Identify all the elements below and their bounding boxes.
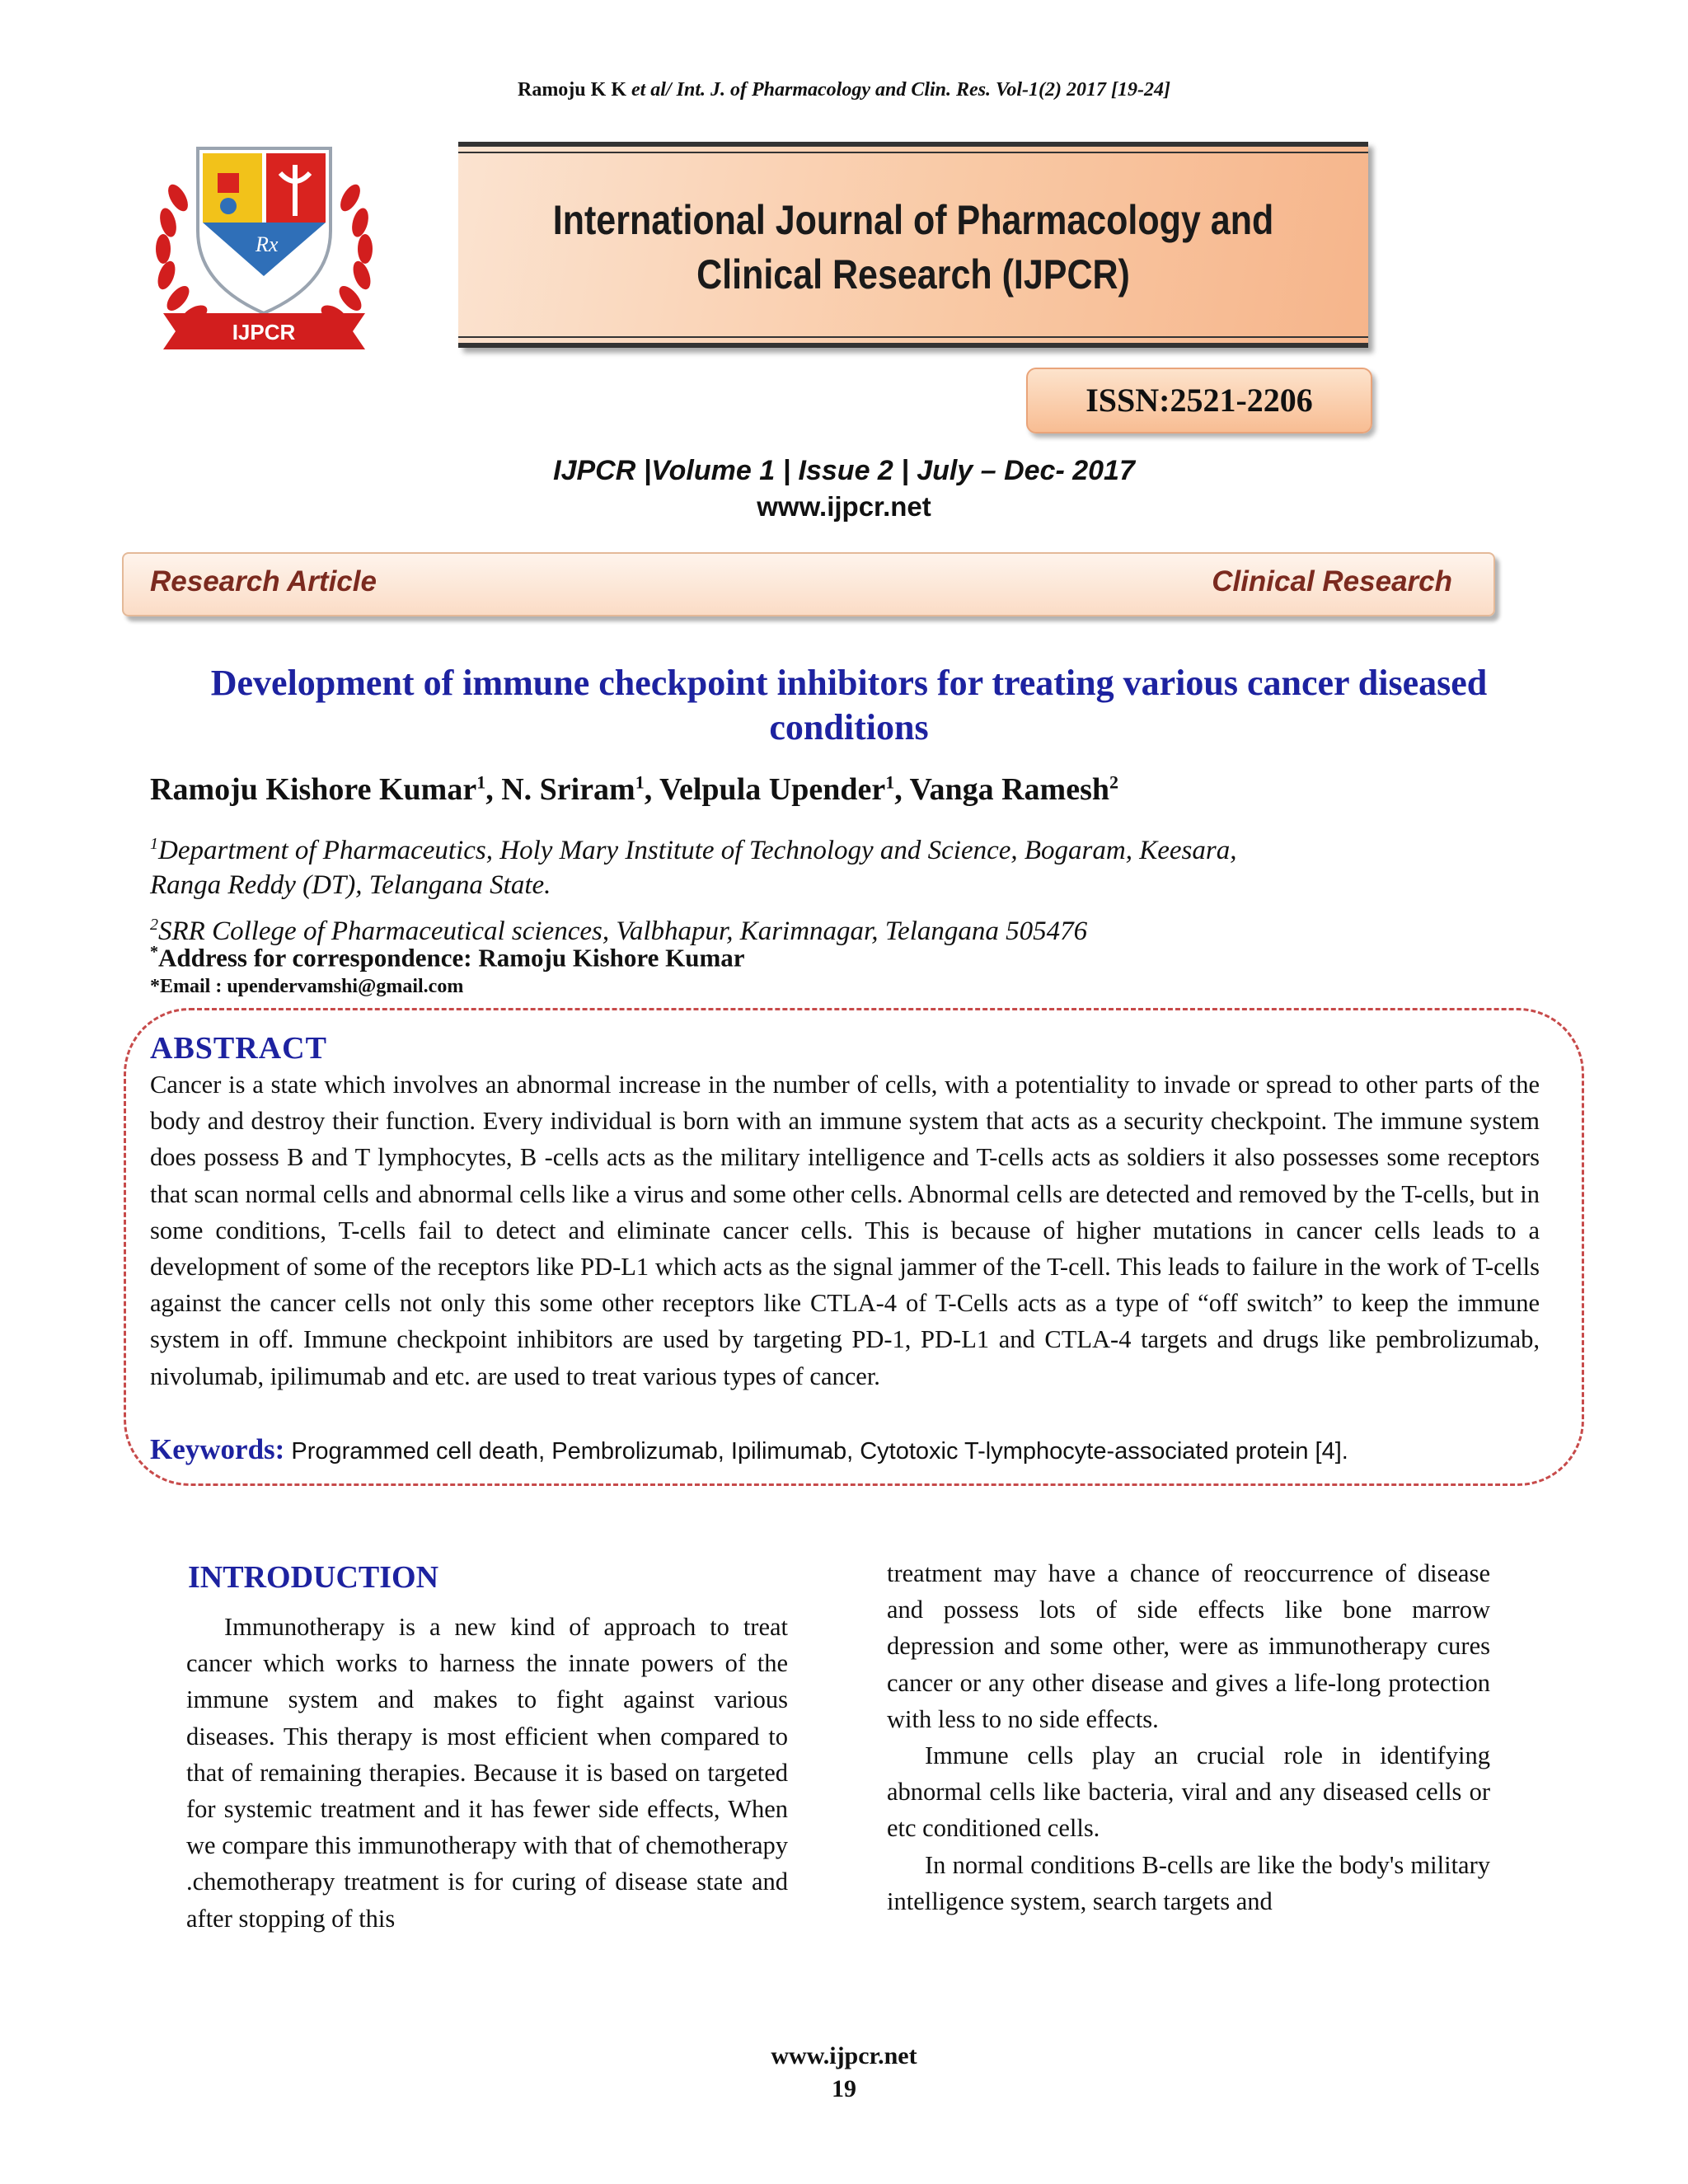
logo-text: IJPCR [232,320,296,344]
author-separator: , [485,772,502,807]
svg-text:Rx: Rx [256,232,279,256]
author-affiliation-mark: 1 [476,771,486,793]
keywords-label: Keywords: [150,1433,285,1465]
correspondence-mark: * [150,943,158,961]
body-paragraph: treatment may have a chance of reoccurrence of disease and possess lots of side effects like bone marrow depression and some other, were as immunotherapy cures cancer or any other disease and gives a life-long protection with less to no side effects. [887,1559,1490,1733]
body-column-right [887,1555,1490,1919]
author-separator: , [644,772,660,807]
ijpcr-shield-logo-icon [147,140,382,359]
author-name: N. Sriram [501,772,635,807]
keywords-text: Programmed cell death, Pembrolizumab, Ipilimumab, Cytotoxic T-lymphocyte-associated protein [4]. [284,1438,1348,1465]
page-number: 19 [832,2075,856,2102]
article-category: Clinical Research [1212,565,1452,598]
correspondence [150,943,745,972]
author-name: Velpula Upender [659,772,886,807]
affiliation-1-continued: Ranga Reddy (DT), Telangana State. [150,870,551,900]
author-name: Vanga Ramesh [909,772,1110,807]
running-head-author: Ramoju K K [517,79,626,101]
correspondence-email: *Email : upendervamshi@gmail.com [150,976,464,997]
body-paragraph: In normal conditions B-cells are like the body's military intelligence system, search targets and [887,1850,1490,1915]
journal-name [522,193,1304,302]
correspondence-text: Address for correspondence: Ramoju Kishore Kumar [158,943,745,972]
affiliation-mark: 1 [150,835,158,853]
affiliation-1 [150,824,1236,870]
author-separator: , [894,772,910,807]
article-type: Research Article [150,565,377,598]
footer-website: www.ijpcr.net [771,2042,917,2069]
body-column-left [186,1609,788,1937]
introduction-heading: INTRODUCTION [188,1560,439,1595]
keywords [150,1433,1551,1466]
author-affiliation-mark: 1 [885,771,895,793]
journal-name-line1: International Journal of Pharmacology and [552,197,1274,243]
body-paragraph: Immune cells play an crucial role in identifying abnormal cells like bacteria, viral and any diseased cells or etc conditioned cells. [887,1741,1490,1843]
running-head [0,79,1688,101]
abstract-heading: ABSTRACT [150,1031,327,1066]
body-paragraph: Immunotherapy is a new kind of approach to treat cancer which works to harness the innate powers of the immune system and makes to fight against various diseases. This therapy is most efficient when compared to that of remaining therapies. Because it is based on targeted for systemic treatment and it has fewer side effects, When we compare this immunotherapy with that of chemotherapy .chemotherapy treatment is for curing of disease state and after stopping of this [186,1613,788,1933]
author-affiliation-mark: 2 [1109,771,1119,793]
journal-website: www.ijpcr.net [757,491,931,522]
running-head-etal: et al [631,79,666,101]
affiliation-mark: 2 [150,916,158,934]
abstract-text: Cancer is a state which involves an abnormal increase in the number of cells, with a potentiality to invade or spread to other parts of the body and destroy their function. Every individual is born with an immune system that acts as a security checkpoint. The immune system does possess B and T lymphocytes, B -cells acts as the military intelligence and T-cells acts as soldiers it also possesses some receptors that scan normal cells and abnormal cells like a virus and some other cells. Abnormal cells are detected and removed by the T-cells, but in some conditions, T-cells fail to detect and eliminate cancer cells. This is because of higher mutations in cancer cells leads to a development of some of the receptors like PD-L1 which acts as the signal jammer of the T-cell. This leads to failure in the work of T-cells against the cancer cells not only this some other receptors like CTLA-4 of T-Cells acts as a type of “off switch” to keep the immune system in off. Immune checkpoint inhibitors are used by targeting PD-1, PD-L1 and CTLA-4 targets and drugs like pembrolizumab, nivolumab, ipilimumab and etc. are used to treat various types of cancer. [150,1071,1540,1390]
article-title: Development of immune checkpoint inhibitors for treating various cancer diseased conditions [210,663,1488,748]
affiliation-text: SRR College of Pharmaceutical sciences, Valbhapur, Karimnagar, Telangana 505476 [158,916,1088,946]
author-list [150,771,1118,808]
author-name: Ramoju Kishore Kumar [150,772,477,807]
volume-line: IJPCR |Volume 1 | Issue 2 | July – Dec- 2017 [553,455,1135,486]
running-head-journal: / Int. J. of Pharmacology and Clin. Res. Vol-1(2) 2017 [19-24] [665,79,1170,101]
affiliation-text: Department of Pharmaceutics, Holy Mary Institute of Technology and Science, Bogaram, Keesara, [158,836,1237,865]
journal-name-line2: Clinical Research (IJPCR) [696,251,1130,298]
journal-banner [458,142,1368,348]
issn-badge: ISSN:2521-2206 [1026,368,1372,434]
author-affiliation-mark: 1 [635,771,645,793]
